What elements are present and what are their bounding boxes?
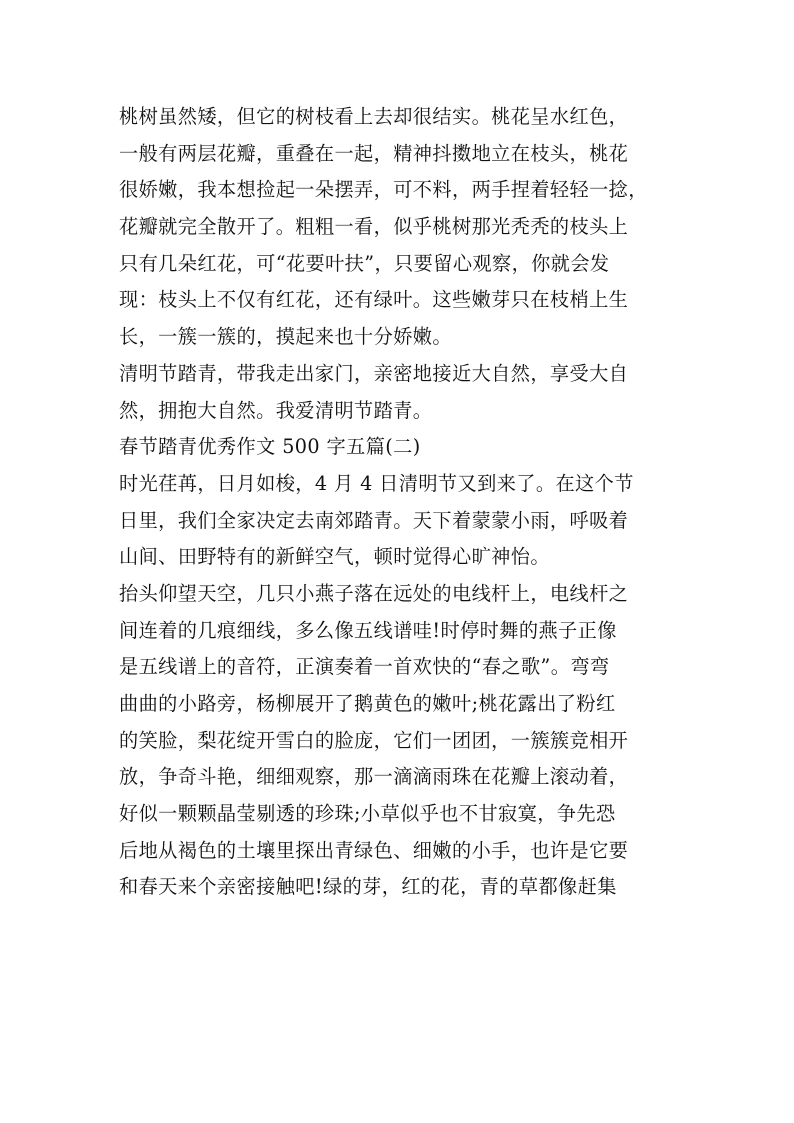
text-line: 现：枝头上不仅有红花，还有绿叶。这些嫩芽只在枝梢上生 <box>119 288 629 312</box>
text-line: 后地从褐色的土壤里探出青绿色、细嫩的小手，也许是它要 <box>119 838 629 862</box>
text-line: 曲曲的小路旁，杨柳展开了鹅黄色的嫩叶;桃花露出了粉红 <box>119 692 616 715</box>
text-line: 桃树虽然矮，但它的树枝看上去却很结实。桃花呈水红色， <box>119 105 629 128</box>
text-line: 山间、田野特有的新鲜空气，顿时觉得心旷神怡。 <box>119 545 550 569</box>
paragraph-qingming-outing <box>119 356 683 429</box>
text-line: 抬头仰望天空，几只小燕子落在远处的电线杆上，电线杆之 <box>119 581 629 605</box>
text-line: 一般有两层花瓣，重叠在一起，精神抖擞地立在枝头，桃花 <box>119 141 629 165</box>
text-line: 好似一颗颗晶莹剔透的珍珠;小草似乎也不甘寂寞，争先恐 <box>119 802 616 826</box>
paragraph-time-flies <box>119 466 683 576</box>
text-line: 的笑脸，梨花绽开雪白的脸庞，它们一团团，一簇簇竞相开 <box>119 728 629 752</box>
text-line: 花瓣就完全散开了。粗粗一看，似乎桃树那光秃秃的枝头上 <box>119 215 629 239</box>
section-heading: 春节踏青优秀作文 500 字五篇(二) <box>119 435 421 459</box>
paragraph-peach-tree <box>119 99 683 356</box>
text-line: 时光荏苒，日月如梭，4 月 4 日清明节又到来了。在这个节 <box>119 471 634 495</box>
text-line: 清明节踏青，带我走出家门，亲密地接近大自然，享受大自 <box>119 361 629 385</box>
text-line: 间连着的几痕细线，多么像五线谱哇!时停时舞的燕子正像 <box>119 618 617 642</box>
text-line: 很娇嫩，我本想捡起一朵摆弄，可不料，两手捏着轻轻一捻， <box>119 178 648 202</box>
document-body <box>119 99 683 906</box>
text-line: 然，拥抱大自然。我爱清明节踏青。 <box>119 398 433 422</box>
text-line: 和春天来个亲密接触吧!绿的芽，红的花，青的草都像赶集 <box>119 875 617 899</box>
text-line: 放，争奇斗艳，细细观察，那一滴滴雨珠在花瓣上滚动着， <box>119 765 629 789</box>
text-line: 日里，我们全家决定去南郊踏青。天下着蒙蒙小雨，呼吸着 <box>119 508 629 532</box>
text-line: 长，一簇一簇的，摸起来也十分娇嫩。 <box>119 325 452 349</box>
text-line: 只有几朵红花，可“花要叶扶”，只要留心观察，你就会发 <box>119 251 610 275</box>
paragraph-swallows <box>119 576 683 906</box>
text-line: 是五线谱上的音符，正演奏着一首欢快的“春之歌”。弯弯 <box>119 655 610 679</box>
